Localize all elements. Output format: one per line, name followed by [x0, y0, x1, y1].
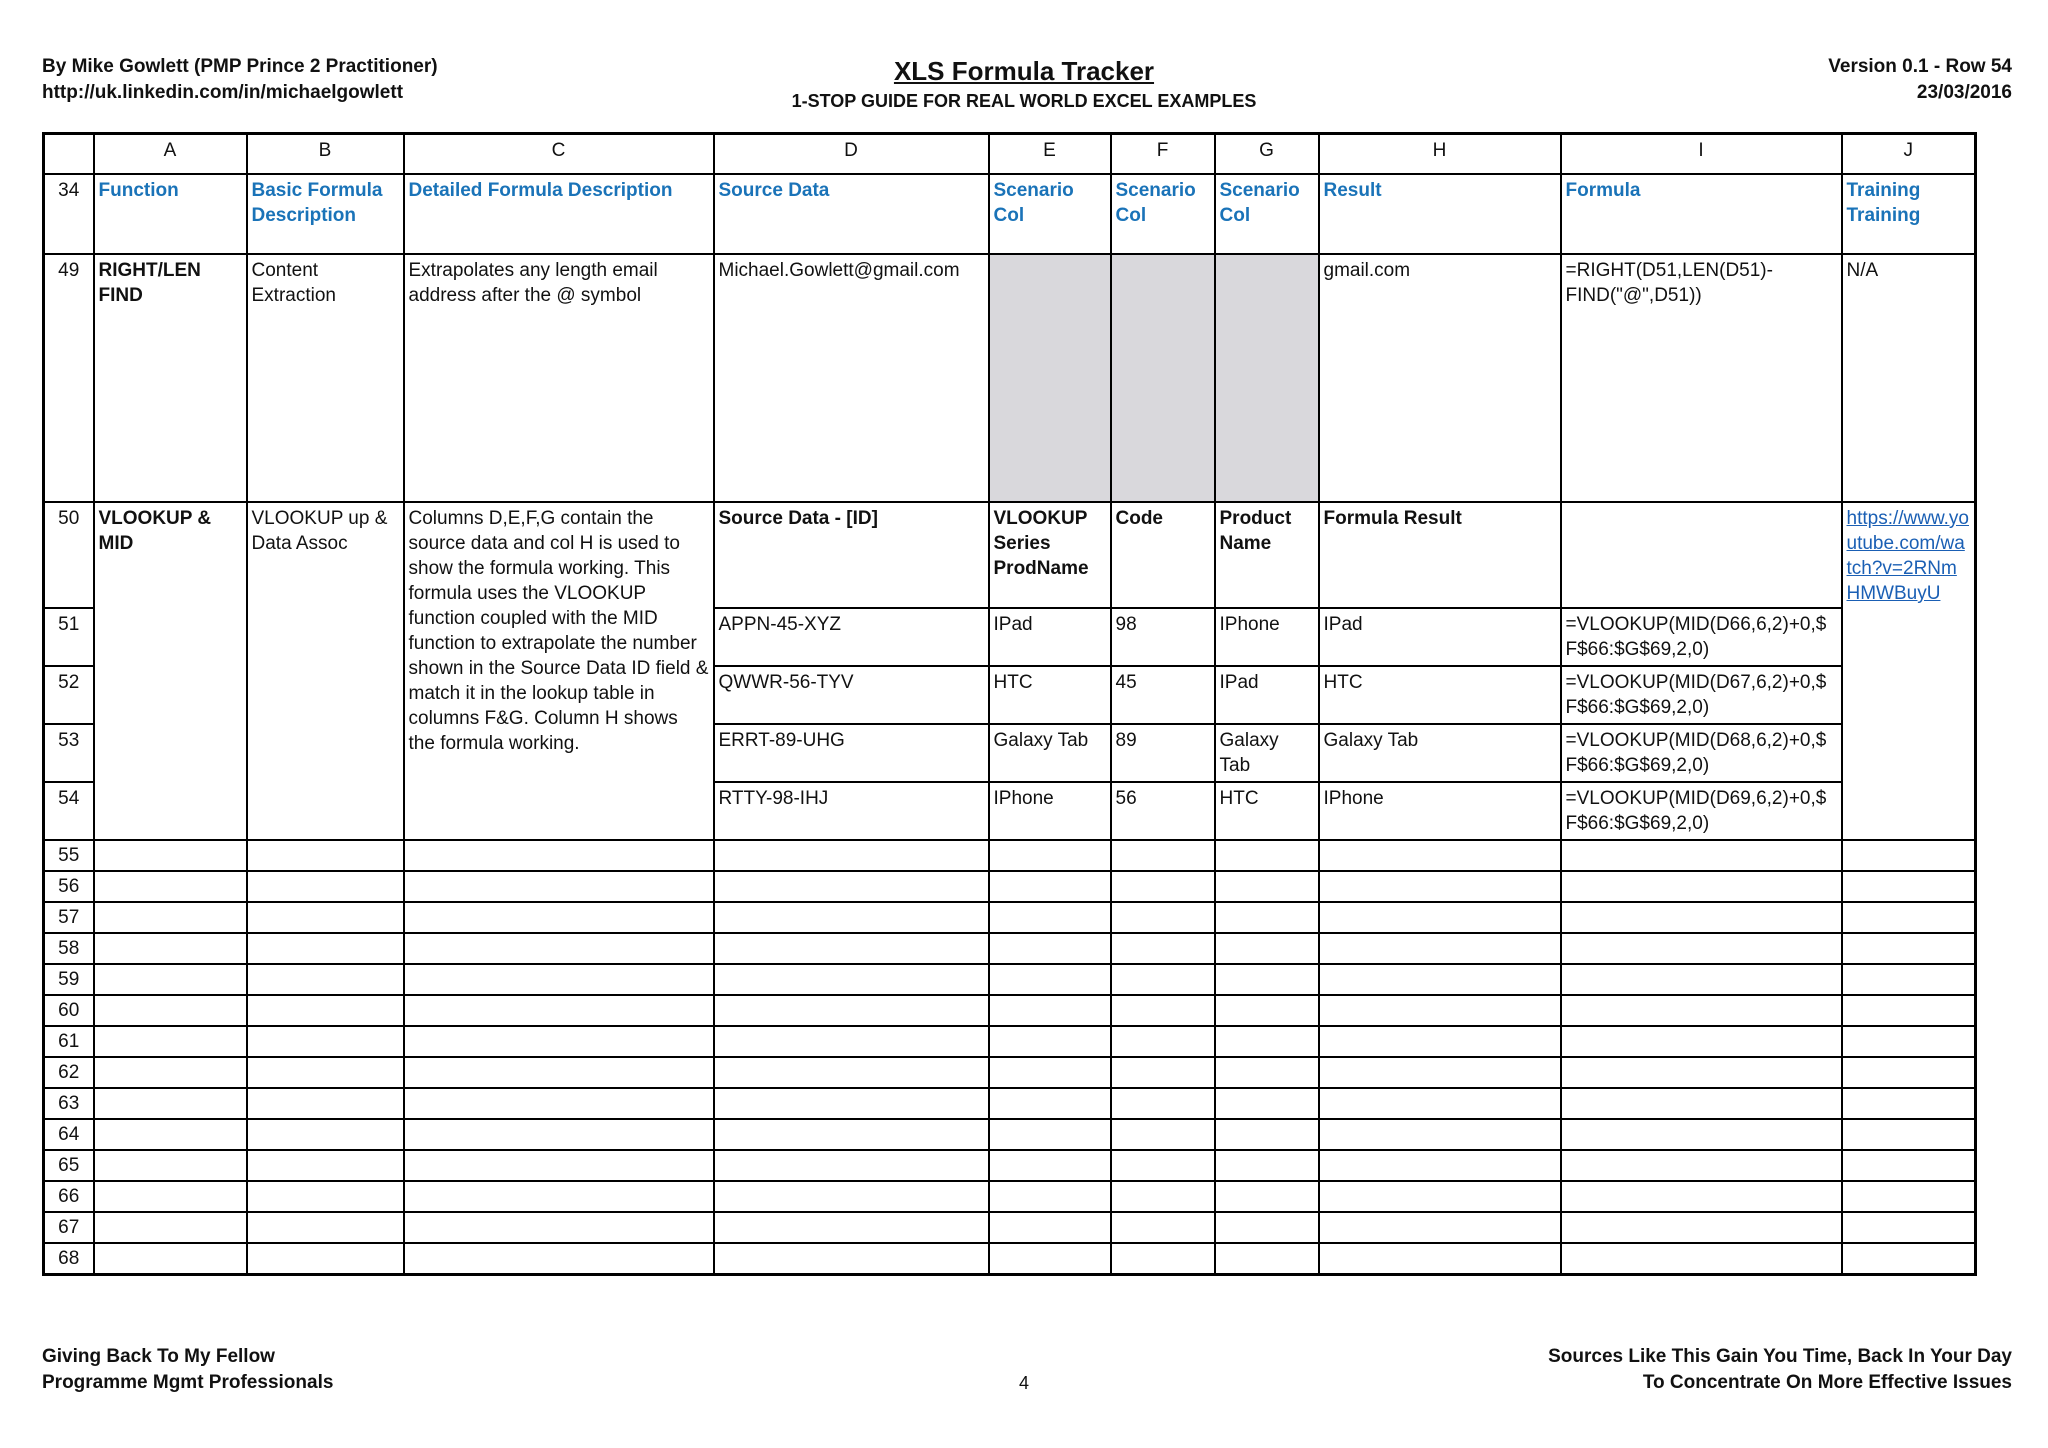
empty-cell[interactable]	[1319, 1181, 1561, 1212]
empty-cell[interactable]	[1842, 933, 1976, 964]
row-number[interactable]: 60	[44, 995, 94, 1026]
empty-cell[interactable]	[247, 995, 404, 1026]
empty-cell[interactable]	[404, 1088, 714, 1119]
empty-row	[44, 1181, 1976, 1212]
source-data-cell[interactable]: QWWR-56-TYV	[714, 666, 989, 724]
series-cell[interactable]: IPad	[989, 608, 1111, 666]
empty-cell[interactable]	[404, 840, 714, 871]
footer-right-line1: Sources Like This Gain You Time, Back In Your Day	[1548, 1346, 2012, 1367]
empty-cell[interactable]	[1319, 1243, 1561, 1275]
row-number[interactable]: 68	[44, 1243, 94, 1275]
row-number[interactable]: 49	[44, 254, 94, 502]
empty-cell[interactable]	[1319, 871, 1561, 902]
empty-cell[interactable]	[404, 871, 714, 902]
empty-cell[interactable]	[94, 1181, 247, 1212]
empty-row	[44, 1243, 1976, 1275]
empty-cell[interactable]	[94, 871, 247, 902]
empty-cell[interactable]	[989, 1243, 1111, 1275]
empty-row	[44, 1057, 1976, 1088]
empty-cell[interactable]	[1319, 1150, 1561, 1181]
empty-cell[interactable]	[404, 1243, 714, 1275]
empty-cell[interactable]	[714, 933, 989, 964]
empty-cell[interactable]	[989, 1212, 1111, 1243]
column-header[interactable]: D	[714, 134, 989, 175]
result-cell[interactable]: gmail.com	[1319, 254, 1561, 502]
formula-cell[interactable]: =VLOOKUP(MID(D68,6,2)+0,$F$66:$G$69,2,0)	[1561, 724, 1842, 782]
empty-cell[interactable]	[1561, 871, 1842, 902]
empty-cell[interactable]	[1319, 1057, 1561, 1088]
code-cell[interactable]: 98	[1111, 608, 1215, 666]
empty-cell[interactable]	[1215, 1057, 1319, 1088]
empty-cell[interactable]	[94, 1057, 247, 1088]
empty-cell[interactable]	[247, 1212, 404, 1243]
formula-cell[interactable]: =VLOOKUP(MID(D66,6,2)+0,$F$66:$G$69,2,0)	[1561, 608, 1842, 666]
empty-cell[interactable]	[714, 964, 989, 995]
row-number[interactable]: 51	[44, 608, 94, 666]
empty-cell[interactable]	[989, 902, 1111, 933]
empty-cell[interactable]	[1842, 964, 1976, 995]
empty-cell[interactable]	[94, 995, 247, 1026]
empty-cell[interactable]	[1319, 1119, 1561, 1150]
empty-row	[44, 1088, 1976, 1119]
empty-cell[interactable]	[94, 840, 247, 871]
row-number[interactable]: 65	[44, 1150, 94, 1181]
empty-cell[interactable]	[404, 902, 714, 933]
linkedin-url[interactable]: http://uk.linkedin.com/in/michaelgowlett	[42, 82, 404, 103]
empty-cell[interactable]	[1561, 995, 1842, 1026]
empty-cell[interactable]	[1561, 1026, 1842, 1057]
product-name-cell[interactable]: IPhone	[1215, 608, 1319, 666]
label-cell[interactable]: Result	[1319, 174, 1561, 254]
empty-cell[interactable]	[1319, 995, 1561, 1026]
empty-cell[interactable]	[1111, 933, 1215, 964]
result-cell[interactable]: IPad	[1319, 608, 1561, 666]
empty-cell[interactable]	[989, 933, 1111, 964]
code-header[interactable]: Code	[1111, 502, 1215, 608]
empty-cell[interactable]	[247, 1057, 404, 1088]
empty-cell[interactable]	[989, 871, 1111, 902]
row-number[interactable]: 67	[44, 1212, 94, 1243]
source-data-cell[interactable]: Michael.Gowlett@gmail.com	[714, 254, 989, 502]
empty-cell[interactable]	[1111, 1212, 1215, 1243]
empty-cell[interactable]	[1111, 1150, 1215, 1181]
empty-row	[44, 871, 1976, 902]
empty-cell[interactable]	[94, 1026, 247, 1057]
header-center	[0, 54, 2048, 114]
row-number[interactable]: 66	[44, 1181, 94, 1212]
empty-cell[interactable]	[1111, 964, 1215, 995]
formula-result-header[interactable]: Formula Result	[1319, 502, 1561, 608]
column-header[interactable]: A	[94, 134, 247, 175]
empty-cell[interactable]	[989, 1057, 1111, 1088]
empty-cell[interactable]	[1111, 1181, 1215, 1212]
empty-cell[interactable]	[1561, 1181, 1842, 1212]
label-cell[interactable]: Detailed Formula Description	[404, 174, 714, 254]
empty-row	[44, 1119, 1976, 1150]
empty-cell[interactable]	[247, 902, 404, 933]
empty-row	[44, 964, 1976, 995]
empty-cell[interactable]	[1215, 1181, 1319, 1212]
detailed-description-cell[interactable]: Columns D,E,F,G contain the source data and col H is used to show the formula working. This formula uses the VLOOKUP function coupled with the MID function to extrapolate the number shown in the Source Data ID field & match it in the lookup table in columns F&G. Column H shows the formula working.	[404, 502, 714, 840]
footer-right-line2: To Concentrate On More Effective Issues	[1642, 1372, 2012, 1393]
empty-cell[interactable]	[1111, 1057, 1215, 1088]
empty-cell[interactable]	[94, 1150, 247, 1181]
empty-cell[interactable]	[1215, 964, 1319, 995]
column-header[interactable]: J	[1842, 134, 1976, 175]
source-data-cell[interactable]: ERRT-89-UHG	[714, 724, 989, 782]
empty-cell[interactable]	[404, 1150, 714, 1181]
empty-cell[interactable]	[714, 871, 989, 902]
empty-row	[44, 1150, 1976, 1181]
column-header-row	[44, 134, 1976, 175]
empty-cell[interactable]	[94, 1088, 247, 1119]
source-data-cell[interactable]: RTTY-98-IHJ	[714, 782, 989, 840]
version-text: Version 0.1 - Row 54	[1828, 56, 2012, 77]
table-row	[44, 502, 1976, 608]
empty-cell[interactable]	[404, 1181, 714, 1212]
row-number[interactable]: 64	[44, 1119, 94, 1150]
empty-cell[interactable]	[247, 1088, 404, 1119]
empty-cell[interactable]	[1842, 840, 1976, 871]
empty-cell[interactable]	[1842, 902, 1976, 933]
empty-cell[interactable]	[404, 1026, 714, 1057]
empty-cell[interactable]	[1842, 1057, 1976, 1088]
empty-cell[interactable]	[247, 1243, 404, 1275]
row-number[interactable]: 58	[44, 933, 94, 964]
empty-cell[interactable]	[1561, 1119, 1842, 1150]
empty-cell[interactable]	[989, 995, 1111, 1026]
empty-row	[44, 840, 1976, 871]
empty-cell[interactable]	[714, 1057, 989, 1088]
footer-left-line1: Giving Back To My Fellow	[42, 1346, 275, 1367]
source-data-cell[interactable]: APPN-45-XYZ	[714, 608, 989, 666]
empty-cell[interactable]	[989, 1150, 1111, 1181]
empty-cell[interactable]	[247, 840, 404, 871]
series-cell[interactable]: Galaxy Tab	[989, 724, 1111, 782]
empty-rows	[44, 840, 1976, 1275]
row-number[interactable]: 59	[44, 964, 94, 995]
footer-right	[1548, 1344, 2012, 1396]
empty-cell[interactable]	[989, 1119, 1111, 1150]
row-number[interactable]: 54	[44, 782, 94, 840]
corner-cell	[44, 134, 94, 175]
empty-cell[interactable]	[1319, 933, 1561, 964]
empty-cell[interactable]	[1842, 1026, 1976, 1057]
empty-cell[interactable]	[1215, 902, 1319, 933]
empty-cell[interactable]	[1215, 933, 1319, 964]
empty-cell[interactable]	[1111, 1119, 1215, 1150]
row-number[interactable]: 57	[44, 902, 94, 933]
empty-cell[interactable]	[247, 1150, 404, 1181]
empty-cell[interactable]	[1842, 995, 1976, 1026]
label-cell[interactable]: Scenario Col	[1111, 174, 1215, 254]
empty-cell[interactable]	[1319, 964, 1561, 995]
scenario-cell[interactable]	[1215, 254, 1319, 502]
source-data-header[interactable]: Source Data - [ID]	[714, 502, 989, 608]
product-name-header[interactable]: Product Name	[1215, 502, 1319, 608]
empty-cell[interactable]	[1111, 1088, 1215, 1119]
empty-cell[interactable]	[1561, 1088, 1842, 1119]
empty-cell[interactable]	[1215, 1119, 1319, 1150]
label-cell[interactable]: Function	[94, 174, 247, 254]
column-header[interactable]: H	[1319, 134, 1561, 175]
training-cell[interactable]: N/A	[1842, 254, 1976, 502]
empty-cell[interactable]	[1215, 1243, 1319, 1275]
table-row	[44, 254, 1976, 502]
empty-cell[interactable]	[1842, 1212, 1976, 1243]
empty-cell[interactable]	[714, 995, 989, 1026]
empty-cell[interactable]	[714, 902, 989, 933]
empty-cell[interactable]	[989, 1026, 1111, 1057]
product-name-cell[interactable]: Galaxy Tab	[1215, 724, 1319, 782]
empty-cell[interactable]	[404, 1212, 714, 1243]
empty-cell[interactable]	[1842, 1119, 1976, 1150]
column-header[interactable]: E	[989, 134, 1111, 175]
column-header[interactable]: F	[1111, 134, 1215, 175]
empty-cell[interactable]	[1215, 1212, 1319, 1243]
column-header[interactable]: C	[404, 134, 714, 175]
empty-cell[interactable]	[1111, 1243, 1215, 1275]
empty-cell[interactable]	[404, 964, 714, 995]
empty-cell[interactable]	[247, 1181, 404, 1212]
spreadsheet-table	[42, 132, 1977, 1276]
result-cell[interactable]: IPhone	[1319, 782, 1561, 840]
empty-cell[interactable]	[1215, 1088, 1319, 1119]
empty-cell[interactable]	[1842, 1088, 1976, 1119]
empty-cell[interactable]	[1111, 1026, 1215, 1057]
column-header[interactable]: I	[1561, 134, 1842, 175]
detailed-description-cell[interactable]: Extrapolates any length email address after the @ symbol	[404, 254, 714, 502]
column-header[interactable]: G	[1215, 134, 1319, 175]
row-number[interactable]: 56	[44, 871, 94, 902]
label-cell[interactable]: Basic Formula Description	[247, 174, 404, 254]
empty-row	[44, 995, 1976, 1026]
empty-cell[interactable]	[1842, 1181, 1976, 1212]
empty-cell[interactable]	[1561, 1150, 1842, 1181]
basic-description-cell[interactable]: VLOOKUP up & Data Assoc	[247, 502, 404, 840]
empty-cell[interactable]	[714, 1150, 989, 1181]
label-cell[interactable]: Source Data	[714, 174, 989, 254]
empty-cell[interactable]	[1842, 871, 1976, 902]
row-number[interactable]: 61	[44, 1026, 94, 1057]
labels-row	[44, 174, 1976, 254]
empty-cell[interactable]	[989, 964, 1111, 995]
row-number[interactable]: 63	[44, 1088, 94, 1119]
empty-cell[interactable]	[989, 1088, 1111, 1119]
empty-cell[interactable]	[1111, 995, 1215, 1026]
empty-cell[interactable]	[1561, 902, 1842, 933]
row-number[interactable]: 62	[44, 1057, 94, 1088]
empty-cell[interactable]	[714, 1026, 989, 1057]
formula-cell[interactable]: =VLOOKUP(MID(D67,6,2)+0,$F$66:$G$69,2,0)	[1561, 666, 1842, 724]
code-cell[interactable]: 89	[1111, 724, 1215, 782]
header-right	[1828, 54, 2012, 106]
empty-cell[interactable]	[1215, 1150, 1319, 1181]
product-name-cell[interactable]: IPad	[1215, 666, 1319, 724]
empty-cell[interactable]	[94, 933, 247, 964]
row-number[interactable]: 52	[44, 666, 94, 724]
label-cell[interactable]: Scenario Col	[1215, 174, 1319, 254]
page-number: 4	[1018, 1373, 1029, 1393]
empty-cell[interactable]	[1215, 840, 1319, 871]
empty-cell[interactable]	[714, 1181, 989, 1212]
empty-cell[interactable]	[404, 1057, 714, 1088]
empty-cell[interactable]	[1111, 871, 1215, 902]
function-cell[interactable]: RIGHT/LEN FIND	[94, 254, 247, 502]
empty-cell[interactable]	[404, 995, 714, 1026]
empty-cell[interactable]	[1842, 1243, 1976, 1275]
series-cell[interactable]: IPhone	[989, 782, 1111, 840]
scenario-cell[interactable]	[989, 254, 1111, 502]
column-header[interactable]: B	[247, 134, 404, 175]
empty-cell[interactable]	[94, 964, 247, 995]
series-cell[interactable]: HTC	[989, 666, 1111, 724]
empty-cell[interactable]	[989, 1181, 1111, 1212]
label-cell[interactable]: Formula	[1561, 174, 1842, 254]
empty-row	[44, 933, 1976, 964]
result-cell[interactable]: HTC	[1319, 666, 1561, 724]
empty-cell[interactable]	[1215, 1026, 1319, 1057]
empty-cell[interactable]	[1319, 902, 1561, 933]
product-name-cell[interactable]: HTC	[1215, 782, 1319, 840]
formula-cell[interactable]: =VLOOKUP(MID(D69,6,2)+0,$F$66:$G$69,2,0)	[1561, 782, 1842, 840]
training-link-cell[interactable]	[1842, 502, 1976, 840]
empty-cell[interactable]	[714, 1212, 989, 1243]
empty-cell[interactable]	[989, 840, 1111, 871]
empty-row	[44, 902, 1976, 933]
empty-cell[interactable]	[94, 902, 247, 933]
formula-cell[interactable]	[1561, 502, 1842, 608]
empty-cell[interactable]	[1319, 1088, 1561, 1119]
row-number[interactable]: 55	[44, 840, 94, 871]
empty-row	[44, 1026, 1976, 1057]
footer-left-line2: Programme Mgmt Professionals	[42, 1372, 334, 1393]
series-header[interactable]: VLOOKUP Series ProdName	[989, 502, 1111, 608]
empty-cell[interactable]	[247, 964, 404, 995]
page-title: XLS Formula Tracker	[893, 56, 1155, 86]
result-cell[interactable]: Galaxy Tab	[1319, 724, 1561, 782]
empty-cell[interactable]	[94, 1119, 247, 1150]
formula-cell[interactable]: =RIGHT(D51,LEN(D51)-FIND("@",D51))	[1561, 254, 1842, 502]
empty-cell[interactable]	[1215, 871, 1319, 902]
function-cell[interactable]: VLOOKUP & MID	[94, 502, 247, 840]
empty-cell[interactable]	[714, 1119, 989, 1150]
label-cell[interactable]: Training Training	[1842, 174, 1976, 254]
empty-cell[interactable]	[714, 840, 989, 871]
empty-row	[44, 1212, 1976, 1243]
scenario-cell[interactable]	[1111, 254, 1215, 502]
empty-cell[interactable]	[1215, 995, 1319, 1026]
empty-cell[interactable]	[1561, 1057, 1842, 1088]
empty-cell[interactable]	[247, 1119, 404, 1150]
empty-cell[interactable]	[1111, 840, 1215, 871]
empty-cell[interactable]	[714, 1088, 989, 1119]
empty-cell[interactable]	[247, 871, 404, 902]
empty-cell[interactable]	[1561, 964, 1842, 995]
empty-cell[interactable]	[714, 1243, 989, 1275]
row-number[interactable]: 50	[44, 502, 94, 608]
code-cell[interactable]: 45	[1111, 666, 1215, 724]
empty-cell[interactable]	[1319, 1026, 1561, 1057]
empty-cell[interactable]	[1561, 840, 1842, 871]
empty-cell[interactable]	[247, 933, 404, 964]
empty-cell[interactable]	[1561, 1243, 1842, 1275]
author-text: By Mike Gowlett (PMP Prince 2 Practitioner)	[42, 56, 438, 77]
empty-cell[interactable]	[1111, 902, 1215, 933]
code-cell[interactable]: 56	[1111, 782, 1215, 840]
date-text: 23/03/2016	[1916, 82, 2012, 103]
empty-cell[interactable]	[1319, 1212, 1561, 1243]
empty-cell[interactable]	[404, 933, 714, 964]
row-number[interactable]: 53	[44, 724, 94, 782]
page-subtitle: 1-STOP GUIDE FOR REAL WORLD EXCEL EXAMPLES	[791, 91, 1257, 111]
empty-cell[interactable]	[94, 1243, 247, 1275]
label-cell[interactable]: Scenario Col	[989, 174, 1111, 254]
empty-cell[interactable]	[1842, 1150, 1976, 1181]
row-number[interactable]: 34	[44, 174, 94, 254]
training-link[interactable]: https://www.youtube.com/watch?v=2RNmHMWBuyU	[1846, 508, 1969, 604]
empty-cell[interactable]	[1319, 840, 1561, 871]
empty-cell[interactable]	[1561, 1212, 1842, 1243]
empty-cell[interactable]	[247, 1026, 404, 1057]
basic-description-cell[interactable]: Content Extraction	[247, 254, 404, 502]
empty-cell[interactable]	[404, 1119, 714, 1150]
empty-cell[interactable]	[94, 1212, 247, 1243]
empty-cell[interactable]	[1561, 933, 1842, 964]
